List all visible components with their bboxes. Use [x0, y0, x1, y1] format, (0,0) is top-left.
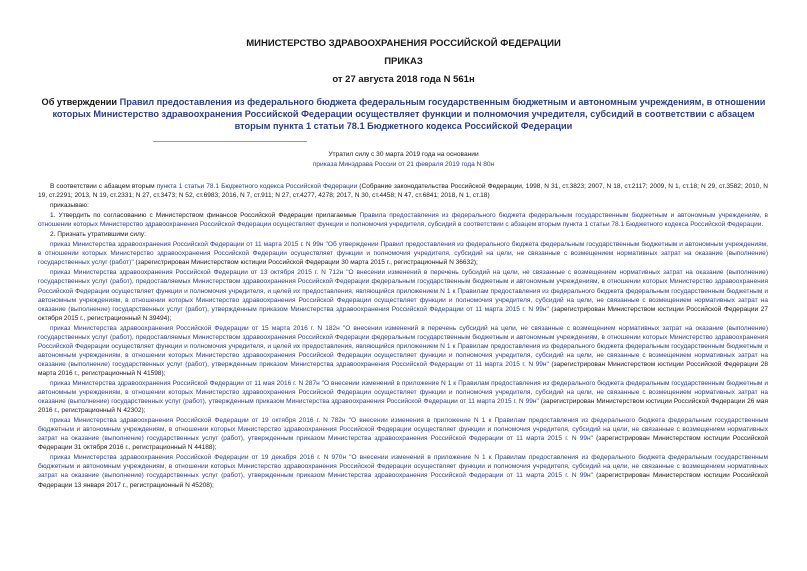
ministry-name: МИНИСТЕРСТВО ЗДРАВООХРАНЕНИЯ РОССИЙСКОЙ ФЕДЕРАЦИИ — [246, 38, 561, 49]
repealed-order-link[interactable]: приказ Министерства здравоохранения Российской Федерации от 11 мая 2016 г. N 287н "О внесении изменений в приложение N 1 к Правилам предоставления из федерального бюджета федеральным государственным бюджетным и автономным учреждениям, в отношении которых Министерство здравоохранения Российской Федерации осуществляет функции и полномочия учредителя, субсидий на цели, не связанные с возмещением нормативных затрат на оказание (выполнение) государственных услуг (работ), утвержденным приказом Министерства здравоохранения Российской Федерации от 11 марта 2015 г. N 99н" — [38, 379, 768, 406]
clause-1-prefix: 1. Утвердить по согласованию с Министерством финансов Российской Федерации прилагаемые — [50, 212, 360, 220]
repealed-item — [38, 324, 768, 378]
registration-info: (зарегистрирован Министерством юстиции Российской Федерации 27 октября 2015 г., регистрационный N 39494); — [38, 305, 768, 322]
clause-1 — [38, 211, 768, 229]
document-body — [38, 182, 768, 490]
repealed-item — [38, 268, 768, 322]
repealed-item — [38, 240, 768, 267]
registration-info: (зарегистрирован Министерством юстиции Российской Федерации 13 января 2017 г., регистрационный N 45208); — [38, 472, 768, 489]
registration-info: (зарегистрирован Министерством юстиции Российской Федерации 26 мая 2016 г., регистрационный N 42302); — [38, 398, 768, 415]
registration-info: (зарегистрирован Министерством юстиции Российской Федерации 28 марта 2016 г., регистрационный N 41598); — [38, 360, 768, 377]
rules-link[interactable]: Правила предоставления из федерального бюджета федеральным государственным бюджетным и автономным учреждениям, в отношении которых Министерство здравоохранения Российской Федерации осуществляет функции и полномочия учредителя, субсидий в соответствии с абзацем вторым пункта 1 статьи 78.1 Бюджетного кодекса Российской Федерации — [38, 212, 769, 229]
registration-info: (зарегистрирован Министерством юстиции Российской Федерации 30 марта 2015 г., регистрационный N 36632); — [133, 259, 478, 267]
document-title — [40, 96, 767, 132]
status-note-link[interactable]: приказа Минздрава России от 21 февраля 2019 года N 80н — [312, 161, 495, 168]
repealed-item — [38, 453, 768, 489]
repealed-order-link[interactable]: приказ Министерства здравоохранения Российской Федерации от 15 марта 2016 г. N 182н "О внесении изменений в перечень субсидий на цели, не связанные с возмещением нормативных затрат на оказание (выполнение) государственных услуг (работ), предоставляемых Министерством здравоохранения Российской Федерации федеральным государственным бюджетным и автономным учреждениям, в отношении которых Министерство здравоохранения Российской Федерации осуществляет функции и полномочия учредителя, и целей их предоставления, являющийся приложением N 1 к Правилам предоставления из федерального бюджета федеральным государственным бюджетным и автономным учреждениям, в отношении которых Министерство здравоохранения Российской Федерации осуществляет функции и полномочия учредителя, субсидий на цели, не связанные с возмещением нормативных затрат на оказание (выполнение) государственных услуг (работ), утвержденным приказом Министерства здравоохранения Российской Федерации от 11 марта 2015 г. N 99н" — [38, 324, 768, 368]
registration-info: (зарегистрирован Министерством юстиции Российской Федерации 31 октября 2016 г., регистрационный N 44188); — [38, 435, 768, 452]
preamble-paragraph — [38, 182, 768, 200]
preamble-suffix: (Собрание законодательства Российской Федерации, 1998, N 31, ст.3823; 2007, N 18, ст.2117; 2009, N 1, ст.18; N 29, ст.3582; 2010, N 19, ст.2291; 2013, N 19, ст.2331; N 27, ст.3473; N 52, ст.6983; 2016, N 7, ст.911; N 27, ст.4277, 4278; 2017, N 30, ст.4458; N 47, ст.6841; 2018, N 1, ст.18) — [38, 183, 769, 200]
budget-code-link[interactable]: пункта 1 статьи 78.1 Бюджетного кодекса Российской Федерации — [156, 183, 358, 190]
clause-1-suffix: . — [761, 221, 764, 229]
status-note — [0, 150, 807, 170]
repealed-order-link[interactable]: приказ Министерства здравоохранения Российской Федерации от 19 декабря 2016 г. N 970н "О внесении изменений в приложение N 1 к Правилам предоставления из федерального бюджета федеральным государственным бюджетным и автономным учреждениям, в отношении которых Министерство здравоохранения Российской Федерации осуществляет функции и полномочия учредителя, субсидий на цели, не связанные с возмещением нормативных затрат на оказание (выполнение) государственных услуг (работ), утвержденным приказом Министерства здравоохранения Российской Федерации от 11 марта 2015 г. N 99н" — [38, 454, 768, 480]
title-prefix: Об утверждении — [41, 97, 120, 107]
repealed-order-link[interactable]: приказ Министерства здравоохранения Российской Федерации от 19 октября 2016 г. N 782н "О внесении изменения в приложение N 1 к Правилам предоставления из федерального бюджета федеральным государственным бюджетным и автономным учреждениям, в отношении которых Министерство здравоохранения Российской Федерации осуществляет функции и полномочия учредителя, субсидий на цели, не связанные с возмещением нормативных затрат на оказание (выполнение) государственных услуг (работ), утвержденным приказом Министерства здравоохранения Российской Федерации от 11 марта 2015 г. N 99н" — [38, 417, 768, 443]
repealed-order-link[interactable]: приказ Министерства здравоохранения Российской Федерации от 11 марта 2015 г. N 99н "Об утверждении Правил предоставления из федерального бюджета федеральным государственным бюджетным и автономным учреждениям, в отношении которых Министерство здравоохранения Российской Федерации осуществляет функции и полномочия учредителя, субсидий на цели, не связанные с возмещением нормативных затрат на оказание (выполнение) государственных услуг (работ)" — [38, 241, 768, 267]
document-type: ПРИКАЗ — [384, 56, 423, 67]
title-rules-link[interactable]: Правил предоставления из федерального бюджета федеральным государственным бюджетным и автономным учреждениям, в отношении которых Министерство здравоохранения Российской Федерации осуществляет функции и полномочия учредителя, субсидий в соответствии с абзацем вторым пункта 1 статьи 78.1 Бюджетного кодекса Российской Федерации — [52, 97, 766, 131]
repealed-item — [38, 379, 768, 415]
repealed-order-link[interactable]: приказ Министерства здравоохранения Российской Федерации от 13 октября 2015 г. N 712н "О внесении изменений в перечень субсидий на цели, не связанные с возмещением нормативных затрат на оказание (выполнение) государственных услуг (работ), предоставляемых Министерством здравоохранения Российской Федерации федеральным государственным бюджетным и автономным учреждениям, в отношении которых Министерство здравоохранения Российской Федерации осуществляет функции и полномочия учредителя, и целей их предоставления, являющийся приложением N 1 к Правилам предоставления из федерального бюджета федеральным государственным бюджетным и автономным учреждениям, в отношении которых Министерство здравоохранения Российской Федерации осуществляет функции и полномочия учредителя, субсидий на цели, не связанные с возмещением нормативных затрат на оказание (выполнение) государственных услуг (работ), утвержденным приказом Министерства здравоохранения Российской Федерации от 11 марта 2015 г. N 99н" — [38, 269, 768, 313]
preamble-prefix: В соответствии с абзацем вторым — [50, 183, 157, 190]
order-word: приказываю: — [50, 202, 89, 210]
repealed-item — [38, 416, 768, 452]
divider — [153, 141, 307, 142]
document-date-number: от 27 августа 2018 года N 561н — [332, 74, 475, 85]
clause-2: 2. Признать утратившими силу: — [50, 231, 146, 239]
status-note-text: Утратил силу с 30 марта 2019 года на основании — [328, 151, 479, 158]
